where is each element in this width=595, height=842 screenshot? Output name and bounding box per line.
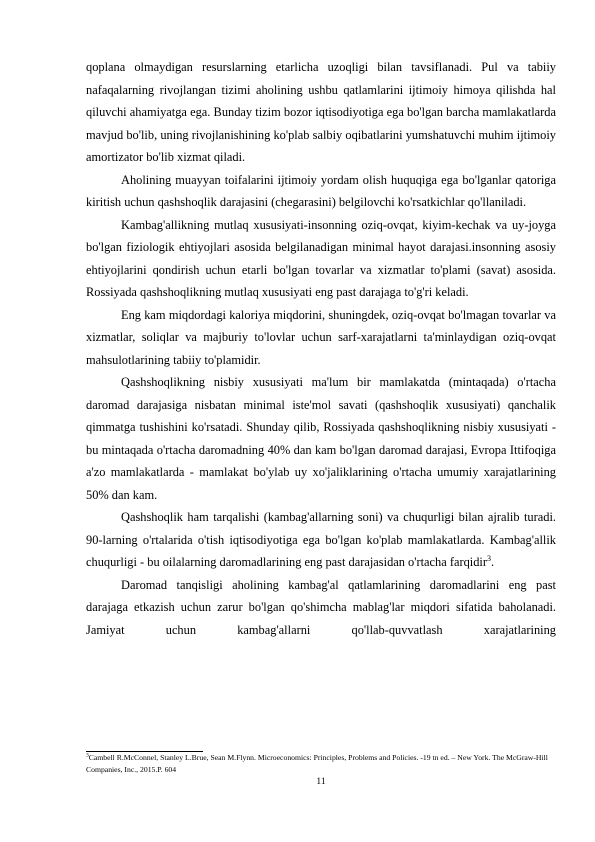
- footnote-marker: 3: [86, 752, 89, 759]
- paragraph-7: Daromad tanqisligi aholining kambag'al qatlamlarining daromadlarini eng past darajaga etkazish uchun zarur bo'lgan qo'shimcha mablag'lar miqdori sifatida baholanadi. Jamiyat uchun kambag'allarni qo'llab-quvvatlash xarajatlarining: [86, 577, 556, 637]
- paragraph-6-text: Qashshoqlik ham tarqalishi (kambag'allarning soni) va chuqurligi bilan ajralib turadi. 90-larning o'rtalarida o'tish iqtisodiyotiga ega bo'lgan ko'plab mamlakatlarda. Kambag'allik chuqurligi - bu oilalarning daromadlarining eng past darajasidan o'rtacha farqidir: [86, 510, 556, 569]
- paragraph-6: [86, 506, 556, 574]
- paragraph-3: Kambag'allikning mutlaq xususiyati-insonning oziq-ovqat, kiyim-kechak va uy-joyga bo'lgan fiziologik ehtiyojlari asosida belgilanadigan minimal hayot darajasi.insonning asosiy ehtiyojlarini qondirish uchun etarli bo'lgan tovarlar va xizmatlar to'plami (savat) asosida. Rossiyada qashshoqlikning mutlaq xususiyati eng past darajaga to'g'ri keladi.: [86, 217, 556, 299]
- paragraph-2: Aholining muayyan toifalarini ijtimoiy yordam olish huquqiga ega bo'lganlar qatoriga kiritish uchun qashshoqlik darajasini (chegarasini) belgilovchi ko'rsatkichlar qo'llaniladi.: [86, 172, 556, 209]
- paragraph-4: Eng kam miqdordagi kaloriya miqdorini, shuningdek, oziq-ovqat bo'lmagan tovarlar va xizmatlar, soliqlar va majburiy to'lovlar uchun sarf-xarajatlarni ta'minlaydigan oziq-ovqat mahsulotlarining tabiiy to'plamidir.: [86, 307, 556, 367]
- paragraph-1: qoplana olmaydigan resurslarning etarlicha uzoqligi bilan tavsiflanadi. Pul va tabiiy nafaqalarning rivojlangan tizimi aholining ushbu qatlamlarini ijtimoiy himoya qilishda hal qiluvchi ahamiyatga ega. Bunday tizim bozor iqtisodiyotiga ega bo'lgan barcha mamlakatlarda mavjud bo'lib, uning rivojlanishining ko'plab salbiy oqibatlarini yumshatuvchi muhim ijtimoiy amortizator bo'lib xizmat qiladi.: [86, 60, 556, 164]
- paragraph-5: Qashshoqlikning nisbiy xususiyati ma'lum bir mamlakatda (mintaqada) o'rtacha daromad darajasiga nisbatan minimal iste'mol savati (qashshoqlik xususiyati) qanchalik qimmatga tushishini ko'rsatadi. Shunday qilib, Rossiyada qashshoqlikning nisbiy xususiyati - bu mintaqada o'rtacha daromadning 40% dan kam bo'lgan daromad darajasi, Evropa Ittifoqiga a'zo mamlakatlarda - mamlakat bo'ylab uy xo'jaliklarining o'rtacha umumiy xarajatlarining 50% dan kam.: [86, 375, 556, 502]
- paragraph-6-tail: .: [491, 555, 495, 569]
- footnote-text: Cambell R.McConnel, Stanley L.Brue, Sean M.Flynn. Microeconomics: Principles, Problems and Policies. -19 tn ed. – New York. The McGraw-Hill Companies, Inc., 2015.P. 604: [86, 753, 548, 774]
- page-number: 11: [316, 777, 326, 787]
- footnote-reference[interactable]: 3: [487, 553, 492, 563]
- footnote: [86, 752, 556, 776]
- document-body: [86, 56, 556, 641]
